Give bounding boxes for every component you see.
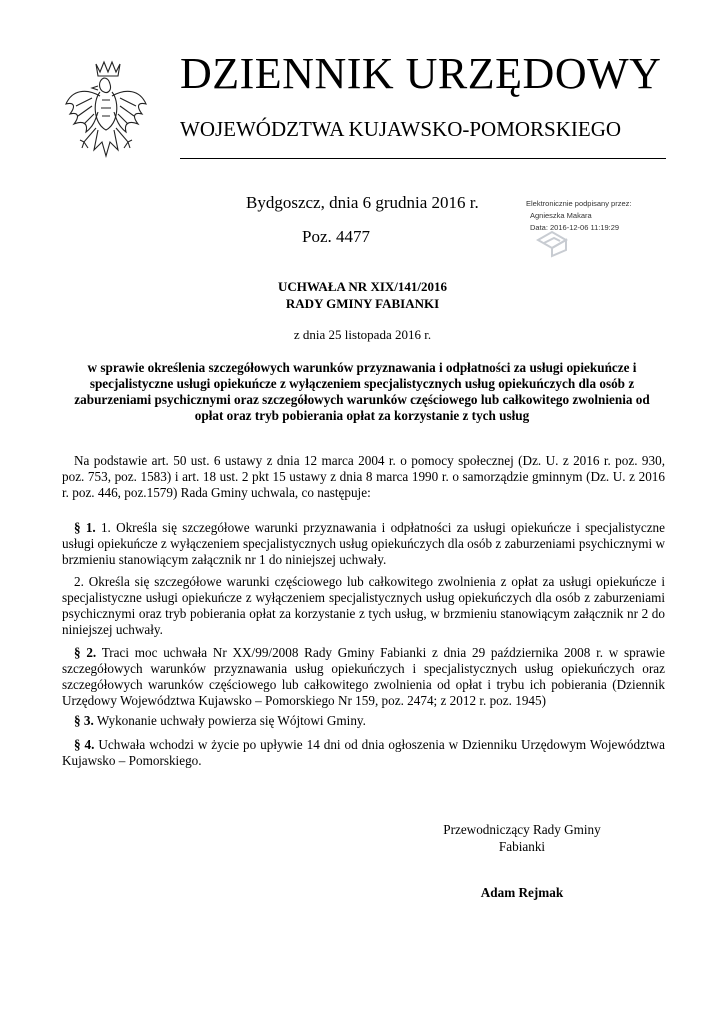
resolution-council: RADY GMINY FABIANKI — [285, 296, 440, 311]
section-2-paragraph — [62, 645, 665, 709]
legal-basis-paragraph: Na podstawie art. 50 ust. 6 ustawy z dnia 12 marca 2004 r. o pomocy społecznej (Dz. U. z 2016 r. poz. 930, poz. 753, poz. 1583) i art. 18 ust. 2 pkt 15 ustawy z dnia 8 marca 1990 r. o samorządzie gminnym (Dz. U. z 2016 r. poz. 446, poz.1579) Rada Gminy uchwala, co następuje: — [62, 453, 665, 500]
electronic-signature-stamp — [526, 198, 686, 260]
section-4-text: Uchwała wchodzi w życie po upływie 14 dni od dnia ogłoszenia w Dzienniku Urzędowym Województwa Kujawsko – Pomorskiego. — [62, 737, 666, 768]
header-divider — [180, 158, 666, 159]
signature-logo-icon — [530, 228, 588, 258]
chairman-role — [412, 821, 632, 855]
section-2-symbol: § 2. — [74, 645, 97, 660]
resolution-subject: w sprawie określenia szczegółowych warunków przyznawania i odpłatności za usługi opiekuńcze i specjalistyczne usługi opiekuńcze z wyłączeniem specjalistycznych usług opiekuńczych dla osób z zaburzeniami psychicznymi oraz szczegółowych warunków częściowego lub całkowitego zwolnienia od opłat oraz tryb pobierania opłat za korzystanie z tych usług — [74, 360, 650, 423]
section-4-symbol: § 4. — [74, 737, 95, 752]
section-4-paragraph — [62, 737, 665, 769]
chairman-role-line-1: Przewodniczący Rady Gminy — [443, 822, 601, 837]
position-number: Poz. 4477 — [302, 227, 370, 246]
section-1-text: 1. Określa się szczegółowe warunki przyznawania i odpłatności za usługi opiekuńcze i specjalistyczne usługi opiekuńcze z wyłączeniem specjalistycznych usług opiekuńczych dla osób z zaburzeniami psychicznymi w brzmieniu stanowiącym załącznik nr 1 do niniejszej uchwały. — [62, 520, 665, 567]
place-date: Bydgoszcz, dnia 6 grudnia 2016 r. — [246, 193, 479, 212]
chairman-name: Adam Rejmak — [480, 885, 564, 900]
resolution-date: z dnia 25 listopada 2016 r. — [293, 327, 432, 342]
polish-eagle-emblem-icon — [62, 58, 150, 166]
esig-date: Data: 2016-12-06 11:19:29 — [530, 223, 620, 232]
section-1-point-2: 2. Określa się szczegółowe warunki częściowego lub całkowitego zwolnienia z opłat za usługi opiekuńcze i specjalistyczne usługi opiekuńcze z wyłączeniem specjalistycznych usług opiekuńczych dla osób z zaburzeniami psychicznymi oraz tryb pobierania opłat za korzystanie z tych usług, w brzmieniu stanowiącym załącznik nr 2 do niniejszej uchwały. — [62, 574, 665, 637]
esig-label: Elektronicznie podpisany przez: — [526, 199, 632, 208]
journal-subtitle: WOJEWÓDZTWA KUJAWSKO-POMORSKIEGO — [180, 117, 622, 141]
esig-signer: Agnieszka Makara — [530, 211, 592, 220]
section-1-symbol: § 1. — [74, 520, 96, 535]
section-2-text: Traci moc uchwała Nr XX/99/2008 Rady Gminy Fabianki z dnia 29 października 2008 r. w sprawie szczegółowych warunków przyznawania usług opiekuńczych i specjalistycznych usług opiekuńczych oraz szczegółowych warunków częściowego lub całkowitego zwolnienia od opłat i trybu ich pobierania (Dziennik Urzędowy Województwa Kujawsko – Pomorskiego Nr 159, poz. 2474; z 2012 r. poz. 1945) — [62, 645, 666, 708]
resolution-number: UCHWAŁA NR XIX/141/2016 — [277, 279, 447, 294]
section-3-paragraph — [62, 713, 665, 729]
section-3-text: Wykonanie uchwały powierza się Wójtowi Gminy. — [93, 713, 366, 728]
section-1-paragraph — [62, 520, 665, 568]
journal-title: DZIENNIK URZĘDOWY — [180, 49, 662, 98]
chairman-role-line-2: Fabianki — [498, 839, 546, 854]
section-3-symbol: § 3. — [74, 713, 94, 728]
